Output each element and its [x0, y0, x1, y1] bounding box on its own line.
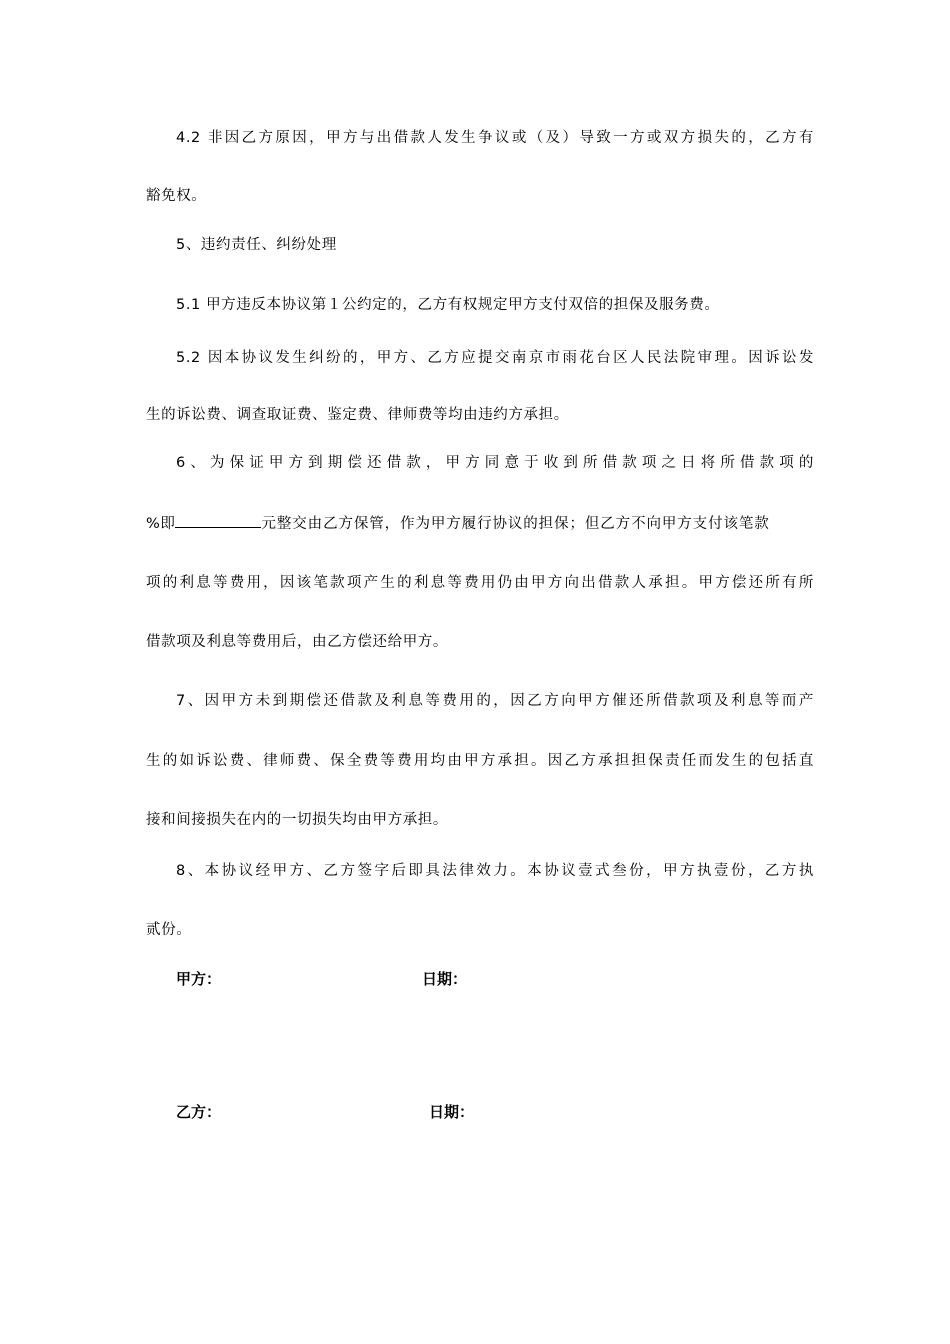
clause-5-1: 5.1 甲方违反本协议第１公约定的，乙方有权规定甲方支付双倍的担保及服务费。	[176, 297, 720, 313]
clause-6-line-2	[146, 513, 814, 534]
clause-6-line-4: 借款项及利息等费用后，由乙方偿还给甲方。	[146, 634, 448, 650]
clause-6-line-3: 项的利息等费用，因该笔款项产生的利息等费用仍由甲方向出借款人承担。甲方偿还所有所	[146, 575, 814, 591]
clause-4-2-line-1: 4.2 非因乙方原因，甲方与出借款人发生争议或（及）导致一方或双方损失的，乙方有	[176, 130, 814, 146]
party-a-label: 甲方：	[176, 971, 222, 988]
clause-6-line-1: 6、为保证甲方到期偿还借款，甲方同意于收到所借款项之日将所借款项的	[176, 455, 814, 471]
clause-8-line-2: 贰份。	[146, 922, 192, 938]
party-a-date-label: 日期：	[422, 971, 468, 988]
clause-6-line-2-rest: 元整交由乙方保管，作为甲方履行协议的担保；但乙方不向甲方支付该笔款	[261, 516, 770, 532]
clause-7-line-1: 7、因甲方未到期偿还借款及利息等费用的，因乙方向甲方催还所借款项及利息等而产	[176, 693, 814, 709]
clause-5-2-line-2: 生的诉讼费、调查取证费、鉴定费、律师费等均由违约方承担。	[146, 407, 569, 423]
clause-4-2-line-2: 豁免权。	[146, 188, 207, 204]
party-b-date-label: 日期：	[429, 1104, 475, 1121]
percent-prefix: %即	[146, 516, 176, 532]
clause-8-line-1: 8、本协议经甲方、乙方签字后即具法律效力。本协议壹式叁份，甲方执壹份，乙方执	[176, 863, 814, 879]
party-b-label: 乙方：	[176, 1104, 222, 1121]
clause-5-2-line-1: 5.2 因本协议发生纠纷的，甲方、乙方应提交南京市雨花台区人民法院审理。因诉讼发	[176, 350, 814, 366]
amount-blank-line	[175, 513, 261, 528]
clause-7-line-3: 接和间接损失在内的一切损失均由甲方承担。	[146, 812, 448, 828]
section-5-heading: 5、违约责任、纠纷处理	[176, 237, 337, 253]
clause-7-line-2: 生的如诉讼费、律师费、保全费等费用均由甲方承担。因乙方承担担保责任而发生的包括直	[146, 753, 814, 769]
